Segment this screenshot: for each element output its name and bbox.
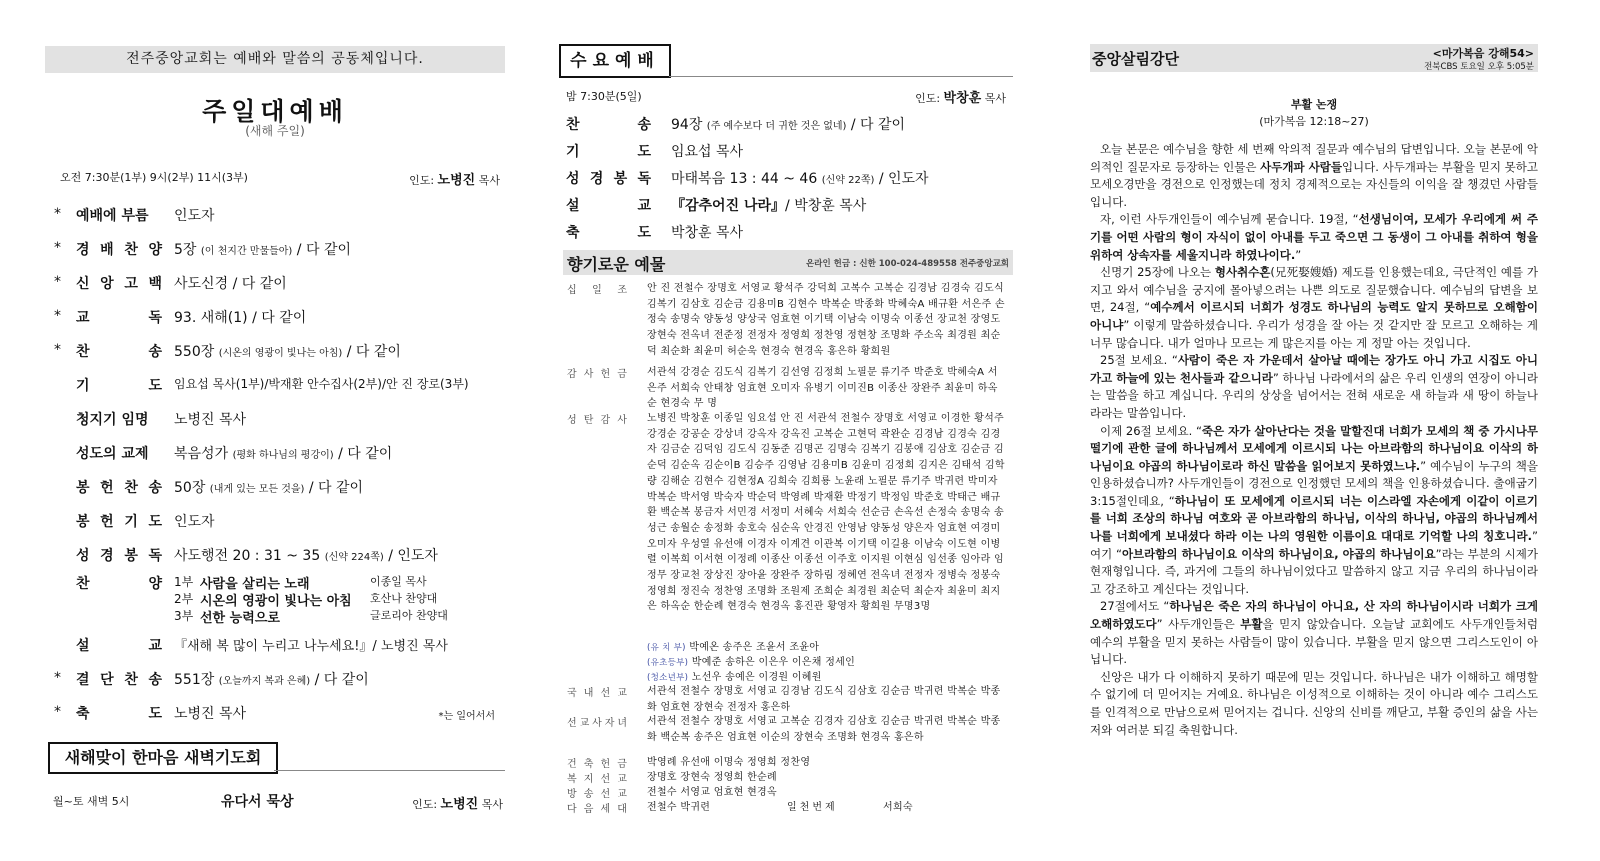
order-content [174, 307, 306, 327]
offering-names [647, 770, 1007, 786]
anthem-item [174, 590, 474, 607]
anthem-performer: 호산나 찬양대 [370, 592, 438, 605]
order-row [50, 545, 505, 567]
anthem-list [174, 573, 474, 624]
order-row [50, 341, 505, 363]
wed-main: 임요섭 목사 [671, 144, 744, 160]
offering-names [647, 684, 1007, 715]
anthem-item [174, 573, 474, 590]
article-paragraph [1090, 352, 1538, 422]
body-text: ” 사두개인들은 [1156, 617, 1241, 632]
offering-name-list: 박영례 유선애 이명숙 정영희 정찬영 [647, 757, 811, 768]
order-row [50, 443, 505, 465]
body-text: 을 믿지 않았습니다. 오늘날 교회에도 사두개인들처럼 예수의 부활을 믿지 못하는 사람들이 많이 있습니다. 부활을 믿지 않으면 그리스도인이 아닙니다. [1090, 617, 1538, 667]
body-text: ” [1295, 247, 1302, 262]
wed-label: 설 교 [566, 198, 651, 214]
offering-names [647, 411, 1007, 615]
body-text: 신명기 25장에 나오는 [1100, 265, 1215, 280]
offering-label: 성 탄 감 사 [567, 415, 627, 426]
dawn-prayer-info [53, 793, 503, 812]
divider [669, 76, 1013, 77]
church-banner: 전주중앙교회는 예배와 말씀의 공동체입니다. [45, 46, 505, 73]
emphasis-text: 하나님은 죽은 자의 하나님이 아니요, 산 자의 하나님이시라 너희가 크게 오해하였도다 [1090, 599, 1538, 632]
wed-tail: / 인도자 [878, 171, 929, 187]
benediction-label: 축 도 [76, 706, 162, 722]
wed-content [671, 222, 743, 242]
order-tail: / 다 같이 [252, 310, 307, 326]
pulpit-header [1090, 44, 1538, 72]
order-label: 봉 헌 찬 송 [76, 480, 162, 496]
offering-name-list: 노병진 박창훈 이종일 임요섭 안 진 서관석 전철수 장명호 서영교 이경한 황석주 강경순 강공순 강상녀 강옥자 강옥진 고복순 고현덕 곽완순 김경남 김경숙 김경자 김금순 김덕임 김도식 김동준 김명곤 김명숙 김복기 김봉애 김삼호 김순금 김순덕 김순옥 김순이B 김승주 김영남 김용미B 김윤미 김정희 김지은 김태석 김학량 김해순 김현수 김현정A 김희숙 김희룡 노윤래 노필문 류기주 박귀련 박미자 박복순 박서영 박숙자 박순덕 박영례 박재환 박정기 박정임 박준호 박태근 배규환 백순복 봉금자 서민경 서정미 서혜숙 서희숙 선순금 손옥선 손정숙 송명숙 송성근 송월순 송정화 송호숙 심순옥 안경진 안영남 양동성 양은자 엄효현 여경미 오미자 우성열 유선애 이경자 이계견 이관복 이기택 이길용 이남숙 이도현 이병렬 이복희 이서현 이정례 이종산 이종선 이주호 이지원 이현심 임선종 임아라 임정무 장교천 장상진 장아윤 장완주 장하림 정혜연 전옥녀 전정자 정병숙 정봉숙 정영희 정진숙 정찬영 조명화 조원제 조희순 최경원 최순덕 최순자 최윤미 최지은 하옥순 한순례 현경숙 현경옥 홍진관 황영자 황희원 무명3명 [647, 413, 1005, 613]
offering-extra-label: 일천번제 [787, 802, 838, 813]
offering-name-list: 박예온 송주은 조윤서 조윤아 [689, 642, 820, 653]
leader-title: 목사 [478, 174, 500, 187]
article-paragraph [1090, 264, 1538, 352]
anthem-item [174, 607, 474, 624]
service-leader [409, 169, 500, 188]
stand-mark: * [54, 704, 61, 720]
offering-names [647, 800, 1007, 816]
wed-main: 박창훈 목사 [671, 225, 744, 241]
offering-names [647, 714, 1007, 745]
sermon-row [50, 635, 505, 657]
wed-label: 축 도 [566, 225, 651, 241]
offering-label: 십 일 조 [567, 285, 627, 296]
divider [274, 770, 505, 771]
dawn-prayer-title: 새해맞이 한마음 새벽기도회 [48, 742, 278, 774]
emphasis-text: 아브라함의 하나님이요 이삭의 하나님이요, 야곱의 하나님이요 [1121, 546, 1436, 561]
article-paragraph [1090, 141, 1538, 211]
order-row [50, 375, 505, 397]
closing-hymn-row [50, 669, 505, 691]
stand-mark: * [54, 670, 61, 686]
order-content [174, 477, 363, 497]
page-subtitle: (새해 주일) [245, 124, 305, 138]
broadcast-info: 전북CBS 토요일 오후 5:05분 [1424, 62, 1534, 72]
body-text: 이제 26절 보세요. “ [1100, 423, 1202, 438]
order-main: 5장 [174, 242, 197, 258]
order-content [174, 545, 438, 565]
wednesday-service-column [563, 0, 1013, 861]
order-note: (이 천지간 만물들아) [200, 246, 293, 257]
offering-name-list: 전철수 서영교 엄효현 현경옥 [647, 787, 777, 798]
dawn-leader: 인도: 노병진 목사 [412, 797, 503, 812]
offering-extra-names: 서희숙 [883, 802, 913, 813]
order-row [50, 307, 505, 329]
offering-label: 선 교 사 자 녀 [567, 718, 627, 729]
body-text: (兄死娶嫂婚) 제도를 인용했는데요, 극단적인 예를 가지고 와서 예수님을 궁지에 몰아넣으려는 나쁜 의도로 질문했습니다. 예수님의 답변을 보면, 24절, “ [1090, 265, 1538, 315]
page-title: 주일대예배 [202, 97, 348, 126]
order-main: 50장 [174, 480, 206, 496]
sermon-label: 설 교 [76, 638, 162, 654]
order-label: 성도의 교제 [76, 446, 149, 462]
offering-names [647, 281, 1007, 360]
wed-label: 성 경 봉 독 [566, 171, 651, 187]
order-row [50, 477, 505, 499]
emphasis-text: 선생님이여, 모세가 우리에게 써 주기를 어떤 사람의 형이 자식이 없이 아내를 두고 죽으면 그 동생이 그 아내를 취하여 형을 위하여 상속자를 세울지니라 하였나이다. [1090, 212, 1538, 262]
offering-label: 다 음 세 대 [567, 804, 627, 815]
offering-name-list: 노선우 송예은 이경원 이혜원 [691, 672, 822, 683]
wednesday-time-row [566, 88, 1006, 104]
offering-label: 국 내 선 교 [567, 688, 627, 699]
offering-name-list: 서관석 강경순 김도식 김복기 김선영 김정희 노필문 류기주 박준호 박혜숙A 서은주 서희숙 안태창 엄효현 오미자 유병기 이미진B 이종산 장완주 최윤미 하옥순 현경숙 무 명 [647, 367, 998, 410]
stand-mark: * [54, 342, 61, 358]
offering-name-list: 서관석 전철수 장명호 서영교 김경남 김도식 김삼호 김순금 박귀련 박복순 박종화 엄효현 장현숙 전정자 홍은하 [647, 686, 1001, 713]
body-text: 오늘 본문은 예수님을 향한 세 번째 악의적 질문과 예수님의 답변입니다. 오늘 본문에 악의적인 질문자로 등장하는 인물은 [1090, 142, 1538, 174]
emphasis-text: 형사취수혼 [1214, 265, 1271, 280]
pulpit-title: 중앙살림강단 [1092, 50, 1179, 68]
order-tail: / 다 같이 [346, 344, 401, 360]
order-main: 인도자 [174, 208, 215, 224]
offering-names [647, 785, 1007, 801]
anthem-part: 2부 [174, 592, 194, 606]
stand-mark: * [54, 240, 61, 256]
order-note: (신약 224쪽) [324, 552, 384, 563]
order-tail: / 다 같이 [232, 276, 287, 292]
emphasis-text: 예수께서 이르시되 너희가 성경도 하나님의 능력도 알지 못하므로 오해함이 아니냐 [1090, 300, 1538, 332]
order-row [50, 273, 505, 295]
body-text: ” 이렇게 말씀하셨습니다. 우리가 성경을 잘 아는 것 같지만 잘 모르고 오해하는 게 너무 많습니다. 내가 얼마나 모르는 게 많은지를 아는 게 정말 아는 것입니다. [1090, 317, 1538, 350]
order-row [50, 239, 505, 261]
order-label: 성 경 봉 독 [76, 548, 162, 564]
offering-names [647, 365, 1007, 412]
wed-row [563, 195, 1013, 217]
order-label: 예배에 부름 [76, 208, 149, 224]
body-text: ” 예수님이 누구의 책을 인용하셨습니까? 사두개인들이 경전으로 인정했던 모세의 책을 인용하셨습니다. 출애굽기 3:15절인데요, “ [1090, 458, 1538, 508]
wed-tail: / 다 같이 [850, 117, 906, 133]
order-tail: / 인도자 [388, 548, 438, 564]
leader-name: 노병진 [437, 173, 476, 188]
benediction-row [50, 703, 505, 725]
offering-group: (유초등부) [647, 658, 689, 668]
anthem-title: 선한 능력으로 [200, 611, 280, 626]
dawn-topic: 유다서 묵상 [221, 794, 294, 810]
order-main: 인도자 [174, 514, 215, 530]
article-body [1090, 141, 1538, 739]
wed-sermon-preacher: / 박창훈 목사 [785, 198, 867, 214]
order-main: 사도행전 20 : 31 ~ 35 [174, 548, 321, 564]
order-content [174, 409, 246, 429]
article-paragraph [1090, 423, 1538, 599]
order-note: (내게 있는 모든 것을) [209, 484, 305, 495]
order-main: 550장 [174, 344, 215, 360]
article-paragraph [1090, 598, 1538, 668]
wed-note: (신약 22쪽) [821, 175, 875, 186]
closing-hymn-content: 551장 (오늘까지 복과 은혜) / 다 같이 [174, 672, 369, 688]
wed-row [563, 222, 1013, 244]
order-main: 복음성가 [174, 446, 229, 462]
offering-label: 복 지 선 교 [567, 774, 627, 785]
body-text: 27절에서도 “ [1100, 599, 1170, 614]
order-note: (평화 하나님의 평강이) [232, 450, 334, 461]
leader-label: 인도: [409, 174, 435, 187]
order-content [174, 443, 392, 463]
wed-content [671, 168, 929, 188]
body-text: ” 여기 “ [1090, 529, 1538, 561]
order-tail: / 다 같이 [338, 446, 393, 462]
order-note: (시온의 영광이 빛나는 아침) [218, 348, 343, 359]
offering-name-list: 박예준 송하은 이은우 이은채 정세인 [691, 657, 856, 668]
wed-main: 마태복음 13 : 44 ~ 46 [671, 171, 818, 187]
wednesday-title: 수요예배 [559, 44, 671, 78]
article-title: 부활 논쟁 [1290, 98, 1338, 111]
order-content [174, 239, 351, 259]
body-text: 신앙은 내가 다 이해하지 못하기 때문에 믿는 것입니다. 하나님은 내가 이해하고 해명할 수 없기에 더 믿어지는 거예요. 하나님은 이성적으로 이해하는 것이 아니라 예수 그리스도를 인격적으로 만남으로써 믿어지는 겁니다. 신앙의 신비를 깨닫고, 부활 증인의 삶을 사는 저와 여러분 되길 축원합니다. [1090, 669, 1538, 737]
anthem-title: 사람을 살리는 노래 [200, 577, 310, 592]
wed-label: 찬 송 [566, 117, 651, 133]
body-text: 입니다. 사두개파는 부활을 믿지 못하고 모세오경만을 경전으로 인정했는데 정치 경제적으로는 자신들의 이익을 잘 챙겼던 사람들입니다. [1090, 159, 1538, 209]
order-main: 사도신경 [174, 276, 229, 292]
order-main: 임요섭 목사(1부)/박재환 안수집사(2부)/안 진 장로(3부) [174, 377, 469, 391]
wed-content [671, 141, 743, 161]
sunday-service-column [45, 0, 505, 861]
wed-row [563, 141, 1013, 163]
offering-name-list: 전철수 박귀련 [647, 802, 711, 813]
emphasis-text: 죽은 자가 살아난다는 것을 말할진대 너희가 모세의 책 중 가시나무 떨기에 관한 글에 하나님께서 모세에게 이르시되 나는 아브라함의 하나님이요 이삭의 하나님이요 야곱의 하나님이로라 하신 말씀을 읽어보지 못하였느냐. [1090, 423, 1538, 473]
wed-main: 94장 [671, 117, 703, 133]
order-content [174, 341, 401, 361]
anthem-part: 1부 [174, 575, 194, 589]
order-content [174, 511, 215, 531]
stand-note: *는 일어서서 [438, 711, 495, 722]
order-label: 기 도 [76, 378, 162, 394]
emphasis-text: 부활 [1240, 617, 1263, 632]
offering-label: 건 축 헌 금 [567, 759, 627, 770]
series-title: <마가복음 강해54> [1432, 47, 1534, 60]
order-row [50, 205, 505, 227]
anthem-label: 찬 양 [76, 576, 162, 592]
order-content [174, 375, 469, 392]
body-text: ”라는 부분의 시제가 현재형입니다. 즉, 과거에 그들의 하나님이었다고 말씀하지 않고 지금 우리의 하나님이라고 강조하고 계신다는 것입니다. [1090, 546, 1538, 596]
offering-title: 향기로운 예물 [567, 255, 666, 274]
order-main: 93. 새해(1) [174, 310, 248, 326]
order-label: 봉 헌 기 도 [76, 514, 162, 530]
wed-label: 기 도 [566, 144, 651, 160]
order-content [174, 273, 287, 293]
wednesday-time: 밤 7:30분(5일) [566, 90, 642, 103]
stand-mark: * [54, 274, 61, 290]
benediction-content: 노병진 목사 [174, 706, 247, 722]
sermon-content: 『새해 복 많이 누리고 나누세요!』/ 노병진 목사 [174, 639, 448, 654]
anthem-part: 3부 [174, 609, 194, 623]
body-text: 25절 보세요. “ [1100, 353, 1178, 368]
emphasis-text: 사두개파 사람들 [1260, 159, 1342, 174]
offering-group: (유 치 부) [647, 643, 686, 653]
offering-name-list: 장명호 장현숙 정영희 한순례 [647, 772, 777, 783]
pulpit-column [1090, 0, 1538, 861]
stand-mark: * [54, 308, 61, 324]
offering-name-list: 안 진 전철수 장명호 서영교 황석주 강덕희 고복수 고복순 김경남 김경숙 김도식 김복기 김삼호 김순금 김용미B 김현수 박복순 박종화 박혜숙A 배규환 서은주 손정숙 송명숙 양동성 양상국 엄효현 이기택 이남숙 이명숙 이종선 장교천 장영도 장현숙 전옥녀 전준정 전정자 정영희 정찬영 정현창 조명화 주소옥 최경원 최순덕 최순화 최윤미 허순욱 현경숙 현경옥 홍은하 황희원 [647, 283, 1005, 357]
offering-name-list: 서관석 전철수 장명호 서영교 고복순 김경자 김삼호 김순금 박귀련 박복순 박종화 백순복 송주은 엄효현 이순의 장현숙 조명화 현경옥 홍은하 [647, 716, 1001, 743]
dawn-time: 월~토 새벽 5시 [53, 795, 130, 808]
emphasis-text: 하나님이 또 모세에게 이르시되 너는 이스라엘 자손에게 이같이 이르기를 너희 조상의 하나님 여호와 곧 아브라함의 하나님, 이삭의 하나님, 야곱의 하나님께서 나를 너희에게 보내셨다 하라 이는 나의 영원한 이름이요 대대로 기억할 나의 칭호니라. [1090, 493, 1538, 544]
wed-note: (주 예수보다 더 귀한 것은 없네) [706, 121, 847, 132]
wed-row [563, 114, 1013, 136]
closing-hymn-label: 결 단 찬 송 [76, 672, 162, 688]
offering-label: 감 사 헌 금 [567, 369, 627, 380]
offering-label: 방 송 선 교 [567, 789, 627, 800]
order-label: 청지기 임명 [76, 412, 149, 428]
stand-mark: * [54, 206, 61, 222]
wednesday-leader: 인도: 박창훈 목사 [915, 91, 1006, 106]
order-row [50, 409, 505, 431]
anthem-title: 시온의 영광이 빛나는 아침 [200, 594, 352, 609]
offering-header [563, 250, 1013, 275]
service-times [60, 169, 500, 188]
anthem-performer: 글로리아 찬양대 [370, 609, 448, 622]
body-text: 자, 이런 사두개인들이 예수님께 묻습니다. 19절, “ [1100, 212, 1359, 227]
order-label: 신 앙 고 백 [76, 276, 162, 292]
order-label: 경 배 찬 양 [76, 242, 162, 258]
wed-row [563, 168, 1013, 190]
offering-names [647, 755, 1007, 771]
service-times-text: 오전 7:30분(1부) 9시(2부) 11시(3부) [60, 171, 248, 184]
wed-content [671, 114, 905, 134]
order-main: 노병진 목사 [174, 412, 247, 428]
article-paragraph [1090, 669, 1538, 739]
offering-group: (청소년부) [647, 673, 689, 683]
wed-content [671, 195, 866, 215]
order-tail: / 다 같이 [308, 480, 364, 496]
order-content [174, 205, 215, 225]
order-label: 찬 송 [76, 344, 162, 360]
wed-sermon-title: 『감추어진 나라』 [671, 198, 786, 214]
article-reference: (마가복음 12:18~27) [1259, 115, 1369, 128]
offering-account: 온라인 헌금 : 신한 100-024-489558 전주중앙교회 [806, 259, 1009, 269]
article-paragraph [1090, 211, 1538, 264]
body-text: ” 하나님 나라에서의 삶은 우리 인생의 연장이 아니라는 말씀을 하고 계십니다. 우리의 상상을 넘어서는 전혀 새로운 새 하늘과 새 땅이 하늘나라라는 말씀입니다. [1090, 370, 1538, 420]
emphasis-text: 사람이 죽은 자 가운데서 살아날 때에는 장가도 아니 가고 시집도 아니 가고 하늘에 있는 천사들과 같으니라 [1090, 353, 1538, 385]
order-tail: / 다 같이 [296, 242, 351, 258]
order-label: 교 독 [76, 310, 162, 326]
order-row [50, 511, 505, 533]
anthem-performer: 이종일 목사 [370, 575, 427, 588]
